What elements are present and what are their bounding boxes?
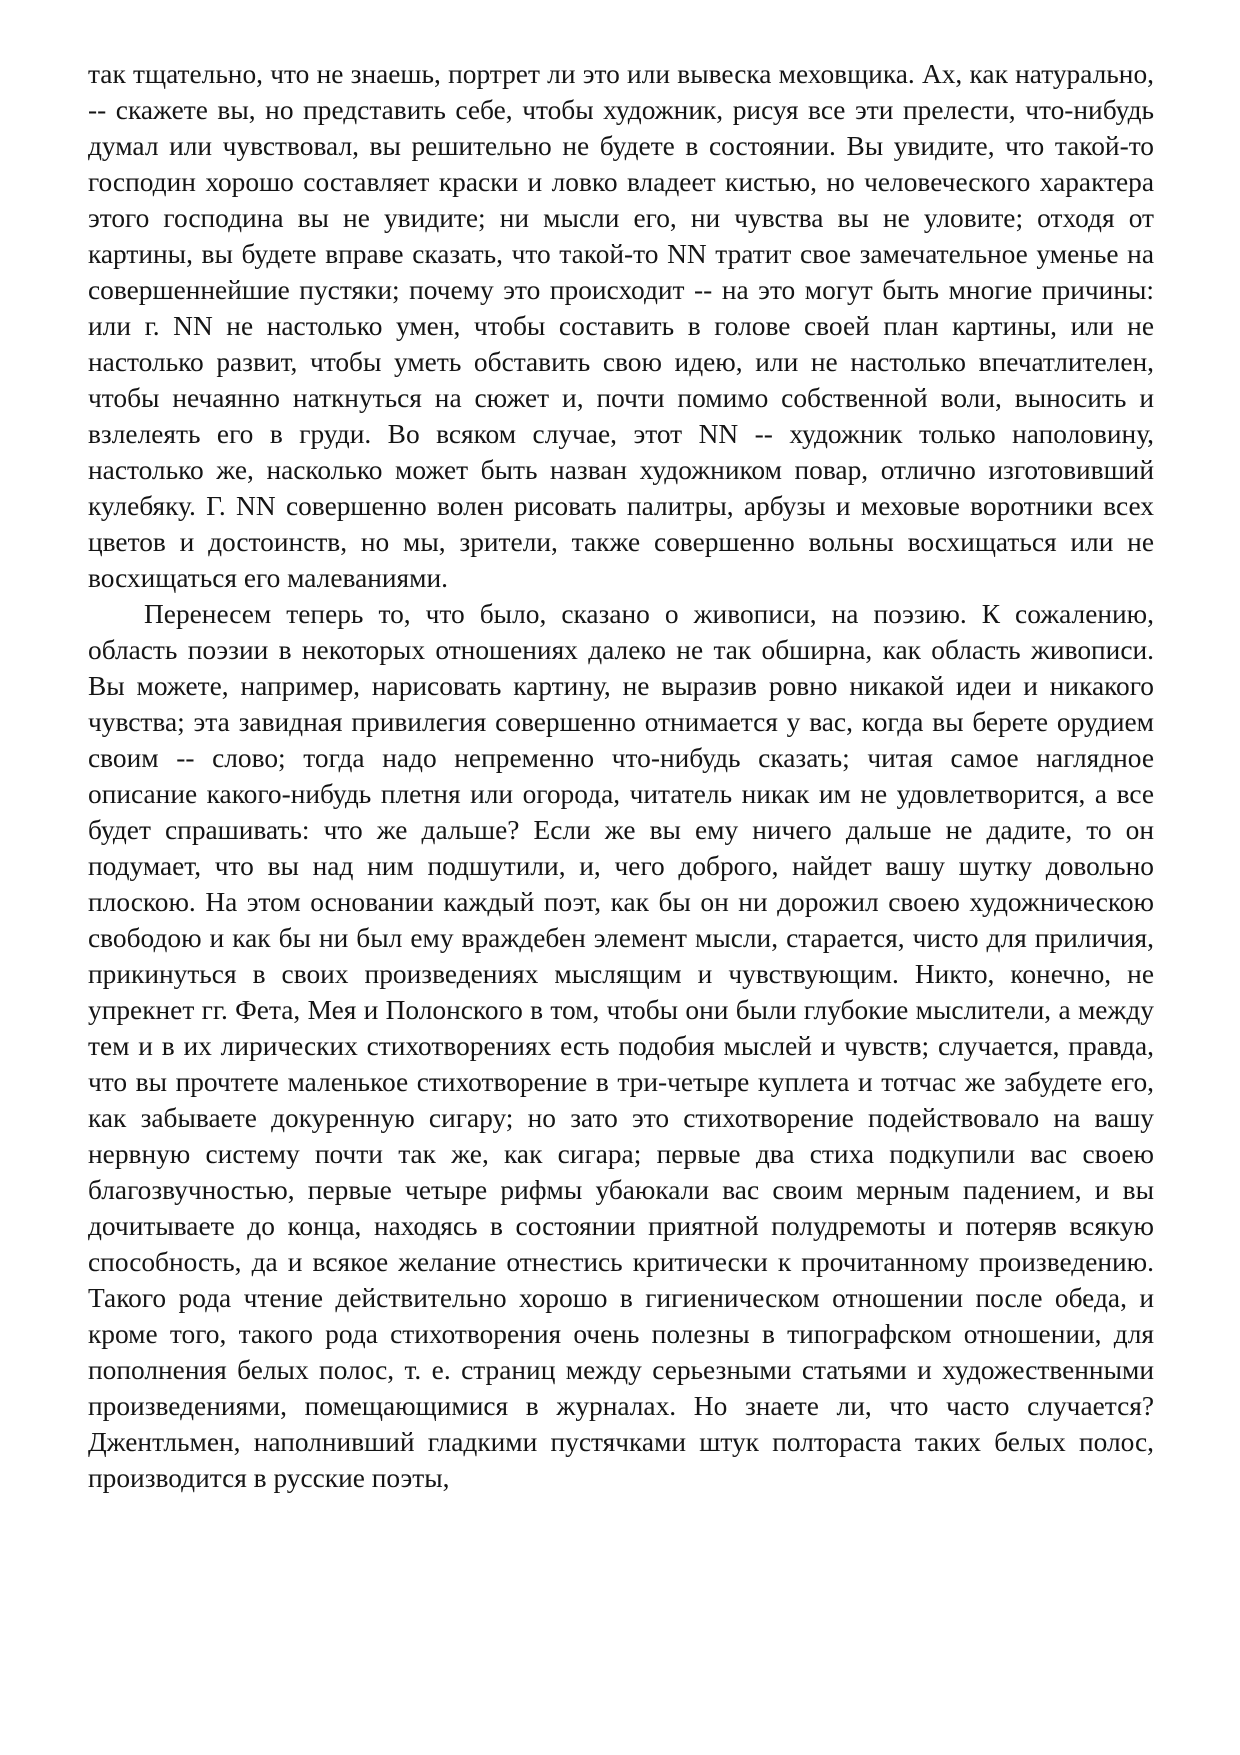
paragraph-1: так тщательно, что не знаешь, портрет ли это или вывеска меховщика. Ах, как натурально, -- скажете вы, но представить себе, чтобы художник, рисуя все эти прелести, что-нибудь думал или чувствовал, вы решительно не будете в состоянии. Вы увидите, что такой-то господин хорошо составляет краски и ловко владеет кистью, но человеческого характера этого господина вы не увидите; ни мысли его, ни чувства вы не уловите; отходя от картины, вы будете вправе сказать, что такой-то NN тратит свое замечательное уменье на совершеннейшие пустяки; почему это происходит -- на это могут быть многие причины: или г. NN не настолько умен, чтобы составить в голове своей план картины, или не настолько развит, чтобы уметь обставить свою идею, или не настолько впечатлителен, чтобы нечаянно наткнуться на сюжет и, почти помимо собственной воли, выносить и взлелеять его в груди. Во всяком случае, этот NN -- художник только наполовину, настолько же, насколько может быть назван художником повар, отлично изготовивший кулебяку. Г. NN совершенно волен рисовать палитры, арбузы и меховые воротники всех цветов и достоинств, но мы, зрители, также совершенно вольны восхищаться или не восхищаться его малеваниями. <box>88 59 1154 593</box>
paragraph-2: Перенесем теперь то, что было, сказано о живописи, на поэзию. К сожалению, область поэзии в некоторых отношениях далеко не так обширна, как область живописи. Вы можете, например, нарисовать картину, не выразив ровно никакой идеи и никакого чувства; эта завидная привилегия совершенно отнимается у вас, когда вы берете орудием своим -- слово; тогда надо непременно что-нибудь сказать; читая самое наглядное описание какого-нибудь плетня или огорода, читатель никак им не удовлетворится, а все будет спрашивать: что же дальше? Если же вы ему ничего дальше не дадите, то он подумает, что вы над ним подшутили, и, чего доброго, найдет вашу шутку довольно плоскою. На этом основании каждый поэт, как бы он ни дорожил своею художническою свободою и как бы ни был ему враждебен элемент мысли, старается, чисто для приличия, прикинуться в своих произведениях мыслящим и чувствующим. Никто, конечно, не упрекнет гг. Фета, Мея и Полонского в том, чтобы они были глубокие мыслители, а между тем и в их лирических стихотворениях есть подобия мыслей и чувств; случается, правда, что вы прочтете маленькое стихотворение в три-четыре куплета и тотчас же забудете его, как забываете докуренную сигару; но зато это стихотворение подействовало на вашу нервную систему почти так же, как сигара; первые два стиха подкупили вас своею благозвучностью, первые четыре рифмы убаюкали вас своим мерным падением, и вы дочитываете до конца, находясь в состоянии приятной полудремоты и потеряв всякую способность, да и всякое желание отнестись критически к прочитанному произведению. Такого рода чтение действительно хорошо в гигиеническом отношении после обеда, и кроме того, такого рода стихотворения очень полезны в типографском отношении, для пополнения белых полос, т. е. страниц между серьезными статьями и художественными произведениями, помещающимися в журналах. Но знаете ли, что часто случается? Джентльмен, наполнивший гладкими пустячками штук полтораста таких белых полос, производится в русские поэты, <box>88 599 1154 1493</box>
document-page <box>88 56 1154 1496</box>
